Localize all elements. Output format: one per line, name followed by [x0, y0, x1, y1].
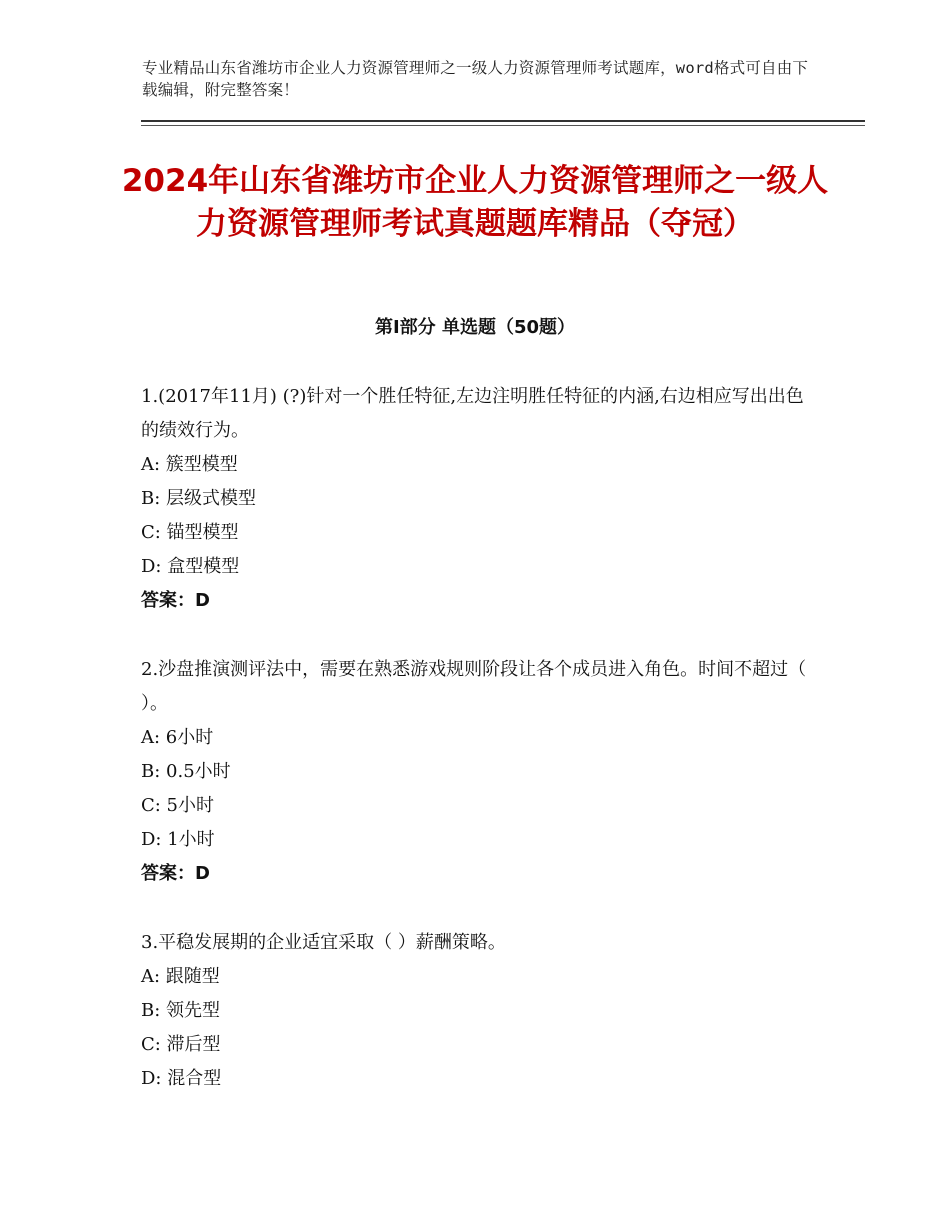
answer: 答案：D	[141, 863, 210, 884]
option-c: C: 锚型模型	[141, 522, 239, 543]
option-d: D: 1小时	[141, 829, 215, 850]
option-c: C: 滞后型	[141, 1034, 221, 1055]
header-rule-thick	[141, 120, 865, 122]
option-d: D: 盒型模型	[141, 556, 240, 577]
question-3	[141, 926, 811, 1096]
section-title: 第Ⅰ部分 单选题（50题）	[374, 317, 575, 338]
option-b: B: 层级式模型	[141, 488, 257, 509]
option-a: A: 6小时	[141, 727, 214, 748]
question-stem: 1.(2017年11月) (?)针对一个胜任特征,左边注明胜任特征的内涵,右边相应写出出色的绩效行为。	[141, 386, 804, 441]
question-2	[141, 653, 811, 891]
option-a: A: 跟随型	[141, 966, 220, 987]
answer: 答案：D	[141, 590, 210, 611]
header-rule-thin	[141, 125, 865, 126]
option-b: B: 0.5小时	[141, 761, 231, 782]
option-a: A: 簇型模型	[141, 454, 238, 475]
option-c: C: 5小时	[141, 795, 215, 816]
option-d: D: 混合型	[141, 1068, 222, 1089]
document-title: 2024年山东省潍坊市企业人力资源管理师之一级人力资源管理师考试真题题库精品（夺冠）	[121, 163, 829, 242]
question-1	[141, 380, 811, 618]
option-b: B: 领先型	[141, 1000, 221, 1021]
question-stem: 3.平稳发展期的企业适宜采取（ ）薪酬策略。	[141, 932, 506, 953]
header-note: 专业精品山东省潍坊市企业人力资源管理师之一级人力资源管理师考试题库，word格式可自由下载编辑，附完整答案！	[142, 59, 809, 99]
question-stem: 2.沙盘推演测评法中，需要在熟悉游戏规则阶段让各个成员进入角色。时间不超过（ ）。	[141, 659, 807, 714]
